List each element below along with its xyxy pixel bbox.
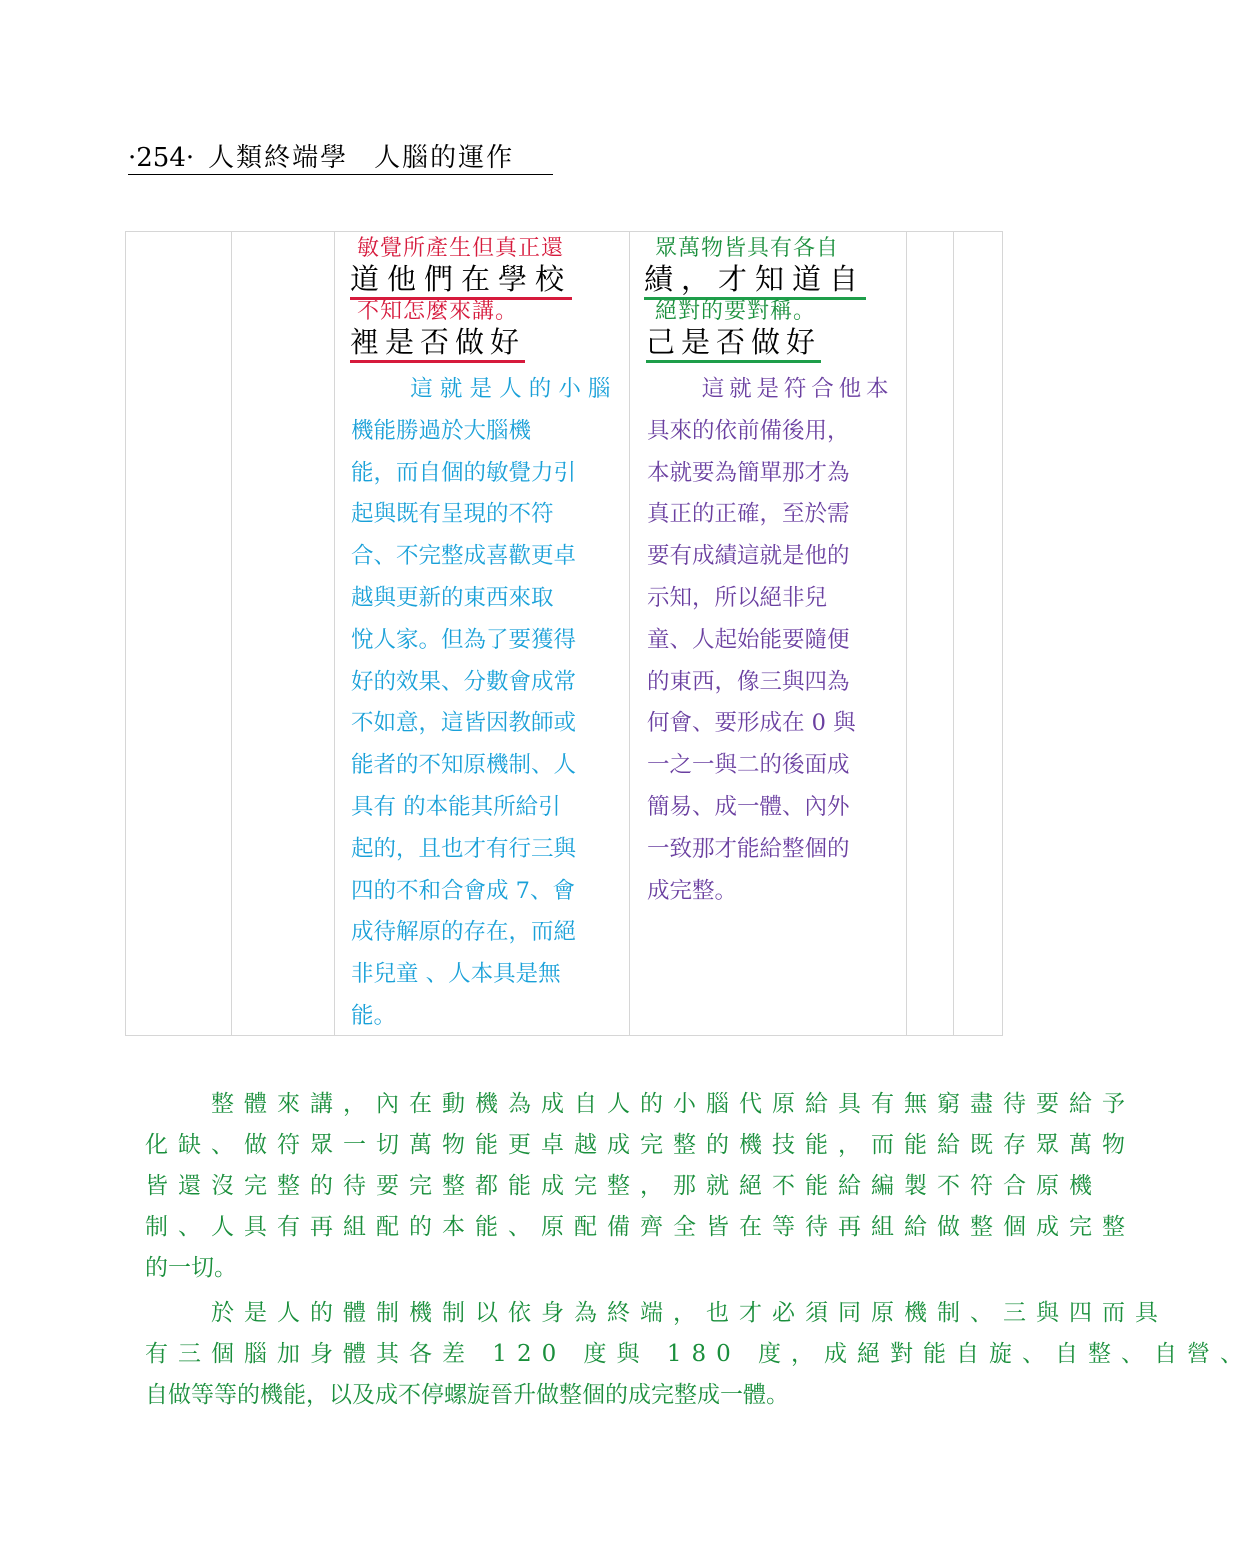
text-line: 機能勝過於大腦機: [351, 417, 532, 444]
text-line: 不如意，這皆因教師或: [351, 710, 577, 737]
book-title: 人類終端學: [208, 143, 349, 173]
paragraph-line: 皆還沒完整的待要完整都能成完整，那就絕不能給編製不符合原機: [145, 1173, 1102, 1199]
left-small-heading-1: 敏覺所產生但真正還: [357, 236, 565, 261]
paragraph-line: 於是人的體制機制以依身為終端，也才必須同原機制、三與四而具: [145, 1300, 1168, 1326]
left-big-heading-2: 裡是否做好: [350, 325, 525, 363]
paragraph-line: 有三個腦加身體其各差 120 度與 180 度，成絕對能自旋、自整、自營、: [145, 1341, 1253, 1367]
left-small-heading-2: 不知怎麼來講。: [357, 299, 519, 324]
text-line: 的東西，像三與四為: [647, 668, 850, 695]
right-small-heading-1: 眾萬物皆具有各自: [655, 236, 840, 261]
text-line: 好的效果、分數會成常: [351, 668, 577, 695]
text-line: 具有 的本能其所給引: [351, 793, 561, 820]
right-small-heading-2: 絕對的要對稱。: [655, 299, 817, 324]
text-line: 童、人起始能要隨便: [647, 626, 850, 653]
text-line: 一致那才能給整個的: [647, 835, 850, 862]
text-line: 能，而自個的敏覺力引: [351, 459, 577, 486]
text-line: 四的不和合會成 7、會: [351, 877, 575, 904]
paragraph-line: 自做等等的機能，以及成不停螺旋晉升做整個的成完整成一體。: [145, 1382, 789, 1408]
text-line: 要有成績這就是他的: [647, 543, 850, 570]
table-divider: [629, 231, 630, 1036]
body-paragraphs: [145, 1084, 1253, 1416]
text-line: 示知，所以絕非兒: [647, 584, 828, 611]
text-line: 起與既有呈現的不符: [351, 501, 554, 528]
paragraph: [145, 1084, 1135, 1289]
running-header: [128, 142, 553, 175]
text-line: 這就是符合他本: [647, 376, 894, 402]
right-big-heading-2: 己是否做好: [646, 325, 821, 363]
chapter-title: 人腦的運作: [374, 143, 515, 173]
text-line: 這就是人的小腦: [351, 376, 618, 402]
text-line: 本就要為簡單那才為: [647, 459, 850, 486]
text-line: 悅人家。但為了要獲得: [351, 626, 577, 653]
right-big-heading-1: 績，才知道自: [644, 262, 866, 300]
paragraph-line: 制、人具有再組配的本能、原配備齊全皆在等待再組給做整個成完整: [145, 1214, 1135, 1240]
table-divider: [953, 231, 954, 1036]
paragraph: [145, 1293, 1253, 1416]
text-line: 起的，且也才有行三與: [351, 835, 577, 862]
table-divider: [906, 231, 907, 1036]
text-line: 能。: [351, 1002, 397, 1029]
table-divider: [231, 231, 232, 1036]
text-line: 一之一與二的後面成: [647, 752, 850, 779]
right-body-text: [647, 369, 893, 912]
text-line: 非兒童 、人本具是無: [351, 961, 561, 988]
left-big-heading-1: 道他們在學校: [350, 262, 572, 300]
text-line: 具來的依前備後用，: [647, 417, 850, 444]
text-line: 簡易、成一體、內外: [647, 793, 850, 820]
paragraph-line: 的一切。: [145, 1255, 237, 1281]
text-line: 合、不完整成喜歡更卓: [351, 543, 577, 570]
left-body-text: [351, 369, 618, 1038]
text-line: 越與更新的東西來取: [351, 584, 554, 611]
page-number: ·254·: [128, 143, 195, 173]
text-line: 成待解原的存在，而絕: [351, 919, 577, 946]
table-divider: [334, 231, 335, 1036]
text-line: 何會、要形成在 0 與: [647, 710, 856, 737]
text-line: 能者的不知原機制、人: [351, 752, 577, 779]
paragraph-line: 整體來講，內在動機為成自人的小腦代原給具有無窮盡待要給予: [145, 1091, 1135, 1117]
paragraph-line: 化缺、做符眾一切萬物能更卓越成完整的機技能，而能給既存眾萬物: [145, 1132, 1135, 1158]
text-line: 真正的正確，至於需: [647, 501, 850, 528]
text-line: 成完整。: [647, 877, 738, 904]
